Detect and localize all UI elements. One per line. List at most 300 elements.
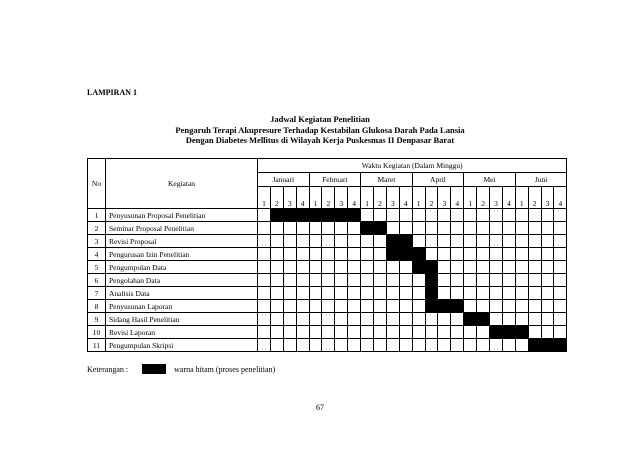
schedule-cell [296,261,309,274]
row-number: 2 [88,222,106,235]
week-header: 1 [258,187,271,209]
week-header: 1 [515,187,528,209]
schedule-cell [412,313,425,326]
schedule-cell [296,248,309,261]
schedule-cell [477,235,490,248]
schedule-cell [451,339,464,352]
schedule-cell [399,287,412,300]
schedule-cell [464,326,477,339]
schedule-cell [361,326,374,339]
schedule-cell [528,300,541,313]
schedule-cell-active [386,248,399,261]
schedule-cell [283,261,296,274]
schedule-cell [361,209,374,222]
row-number: 6 [88,274,106,287]
header-no: No [88,159,106,209]
schedule-cell [270,235,283,248]
schedule-cell [412,300,425,313]
month-header-januari: Januari [258,173,310,187]
week-header: 2 [425,187,438,209]
week-header: 2 [322,187,335,209]
schedule-cell [386,313,399,326]
schedule-cell-active [554,339,567,352]
schedule-cell-active [386,235,399,248]
schedule-cell [374,248,387,261]
legend-black-swatch [142,364,166,374]
schedule-cell [258,339,271,352]
schedule-cell [451,326,464,339]
month-header-maret: Maret [361,173,413,187]
schedule-cell [296,287,309,300]
schedule-cell [309,339,322,352]
document-subtitle-line-1: Pengaruh Terapi Akupresure Terhadap Kestabilan Glukosa Darah Pada Lansia [175,124,465,135]
schedule-cell-active [425,287,438,300]
legend-label: Keterangan : [87,364,129,374]
schedule-cell-active [425,300,438,313]
row-number: 3 [88,235,106,248]
schedule-cell-active [374,222,387,235]
schedule-cell [386,300,399,313]
schedule-cell-active [270,209,283,222]
schedule-cell [528,313,541,326]
schedule-cell [451,287,464,300]
row-number: 1 [88,209,106,222]
schedule-cell [425,339,438,352]
month-header-juni: Juni [515,173,567,187]
schedule-cell [335,300,348,313]
schedule-cell [477,209,490,222]
week-header: 4 [502,187,515,209]
month-header-februari: Februari [309,173,361,187]
document-title: Jadwal Kegiatan Penelitian [270,114,370,124]
schedule-cell [438,326,451,339]
week-header: 3 [541,187,554,209]
schedule-cell [348,339,361,352]
row-number: 4 [88,248,106,261]
week-header: 3 [335,187,348,209]
schedule-cell [348,313,361,326]
schedule-cell [283,274,296,287]
schedule-cell [296,274,309,287]
schedule-cell-active [528,339,541,352]
schedule-cell [438,209,451,222]
schedule-cell [386,326,399,339]
schedule-cell [464,222,477,235]
table-row [88,326,567,339]
schedule-cell [348,248,361,261]
schedule-cell [309,274,322,287]
schedule-cell-active [477,313,490,326]
schedule-cell [490,287,503,300]
schedule-table [87,158,567,352]
schedule-cell [348,222,361,235]
schedule-cell [554,261,567,274]
schedule-cell [348,326,361,339]
schedule-cell [270,274,283,287]
schedule-cell [554,287,567,300]
schedule-cell [438,287,451,300]
schedule-cell [361,287,374,300]
schedule-cell [438,339,451,352]
schedule-cell [541,313,554,326]
schedule-cell [528,261,541,274]
schedule-cell [438,235,451,248]
schedule-cell [374,209,387,222]
schedule-cell-active [438,300,451,313]
schedule-cell [322,287,335,300]
schedule-cell [335,326,348,339]
activity-name: Revisi Laporan [106,326,258,339]
schedule-cell [283,300,296,313]
schedule-cell [412,339,425,352]
schedule-cell-active [412,261,425,274]
schedule-cell [541,235,554,248]
schedule-cell [515,287,528,300]
schedule-cell [270,287,283,300]
schedule-cell [425,235,438,248]
schedule-cell [296,339,309,352]
schedule-cell [335,235,348,248]
schedule-cell [438,248,451,261]
activity-name: Sidang Hasil Penelitian [106,313,258,326]
schedule-cell [502,287,515,300]
schedule-cell [515,339,528,352]
schedule-cell [541,287,554,300]
table-row [88,209,567,222]
schedule-cell [348,261,361,274]
schedule-cell [296,222,309,235]
week-header: 1 [412,187,425,209]
schedule-cell [283,326,296,339]
schedule-cell [335,248,348,261]
schedule-cell-active [515,326,528,339]
schedule-cell [490,235,503,248]
week-header: 3 [283,187,296,209]
schedule-cell [270,248,283,261]
schedule-cell [502,222,515,235]
table-row [88,274,567,287]
week-header: 3 [386,187,399,209]
schedule-cell [412,274,425,287]
schedule-cell [541,261,554,274]
schedule-cell [258,326,271,339]
schedule-cell-active [502,326,515,339]
schedule-cell [464,339,477,352]
schedule-cell [554,326,567,339]
schedule-cell [309,313,322,326]
schedule-cell [554,222,567,235]
schedule-cell [361,313,374,326]
schedule-cell [322,261,335,274]
week-header: 1 [464,187,477,209]
schedule-cell [554,209,567,222]
schedule-cell [490,222,503,235]
schedule-cell [464,274,477,287]
schedule-cell-active [464,313,477,326]
schedule-cell [348,287,361,300]
schedule-cell [554,274,567,287]
schedule-cell [283,235,296,248]
schedule-cell [258,222,271,235]
schedule-cell [399,261,412,274]
schedule-cell [451,209,464,222]
schedule-cell [451,313,464,326]
schedule-cell [502,248,515,261]
document-title-block [0,114,640,146]
schedule-cell [283,248,296,261]
schedule-cell-active [335,209,348,222]
schedule-cell-active [283,209,296,222]
schedule-cell [490,300,503,313]
month-header-april: April [412,173,464,187]
activity-name: Revisi Proposal [106,235,258,248]
schedule-cell [412,287,425,300]
schedule-cell [348,300,361,313]
header-waktu: Waktu Kegiatan (Dalam Minggu) [258,159,567,173]
table-row [88,339,567,352]
activity-name: Pengumpulan Skripsi [106,339,258,352]
schedule-cell [386,287,399,300]
schedule-cell [464,235,477,248]
schedule-cell [270,339,283,352]
week-header: 4 [348,187,361,209]
schedule-cell [412,209,425,222]
schedule-cell [425,248,438,261]
activity-name: Penyusunan Proposal Penelitian [106,209,258,222]
row-number: 11 [88,339,106,352]
schedule-cell [490,261,503,274]
schedule-cell [386,274,399,287]
row-number: 5 [88,261,106,274]
schedule-cell [490,248,503,261]
schedule-cell [270,261,283,274]
schedule-cell [554,313,567,326]
schedule-cell [399,326,412,339]
activity-name: Pengolahan Data [106,274,258,287]
schedule-cell [361,261,374,274]
schedule-cell [425,313,438,326]
schedule-cell [541,209,554,222]
schedule-cell [335,274,348,287]
schedule-cell-active [399,235,412,248]
schedule-cell [477,222,490,235]
schedule-cell [438,222,451,235]
schedule-cell [258,274,271,287]
schedule-cell [309,300,322,313]
schedule-cell [425,326,438,339]
schedule-cell [502,209,515,222]
schedule-cell [374,274,387,287]
schedule-cell [335,287,348,300]
schedule-cell [451,235,464,248]
schedule-cell [296,326,309,339]
schedule-cell [412,235,425,248]
schedule-cell [528,209,541,222]
week-header: 2 [374,187,387,209]
schedule-cell [528,222,541,235]
schedule-cell [464,261,477,274]
schedule-cell-active [322,209,335,222]
schedule-cell [296,235,309,248]
schedule-cell [477,274,490,287]
schedule-cell [296,300,309,313]
schedule-cell [502,261,515,274]
schedule-cell [464,287,477,300]
row-number: 8 [88,300,106,313]
table-row [88,235,567,248]
schedule-cell [322,248,335,261]
schedule-cell [515,300,528,313]
schedule-cell [309,235,322,248]
schedule-cell [438,261,451,274]
activity-name: Penyusunan Laporan [106,300,258,313]
week-header: 3 [490,187,503,209]
schedule-cell [361,300,374,313]
schedule-cell [258,287,271,300]
schedule-cell [374,287,387,300]
schedule-cell [451,274,464,287]
schedule-cell [335,222,348,235]
schedule-cell [361,235,374,248]
schedule-cell [386,339,399,352]
schedule-cell [541,300,554,313]
schedule-cell [541,222,554,235]
schedule-cell [322,300,335,313]
schedule-cell [528,287,541,300]
schedule-cell [412,326,425,339]
schedule-cell-active [451,300,464,313]
schedule-cell [502,313,515,326]
schedule-cell [464,300,477,313]
row-number: 9 [88,313,106,326]
schedule-cell [258,261,271,274]
schedule-cell [490,274,503,287]
table-row [88,300,567,313]
schedule-cell [438,313,451,326]
schedule-cell [477,261,490,274]
schedule-cell [348,235,361,248]
schedule-cell [515,261,528,274]
month-header-mei: Mei [464,173,516,187]
schedule-cell [425,209,438,222]
schedule-cell [464,248,477,261]
schedule-cell [270,222,283,235]
schedule-cell [490,209,503,222]
schedule-cell [309,287,322,300]
schedule-cell [309,261,322,274]
schedule-cell [399,222,412,235]
schedule-cell-active [425,274,438,287]
schedule-cell [258,313,271,326]
schedule-cell-active [296,209,309,222]
schedule-cell [399,209,412,222]
schedule-cell [283,313,296,326]
schedule-cell [490,313,503,326]
schedule-cell [348,274,361,287]
schedule-cell [283,287,296,300]
schedule-cell [477,287,490,300]
schedule-cell [515,209,528,222]
schedule-cell [258,300,271,313]
schedule-cell [502,274,515,287]
schedule-cell [270,313,283,326]
schedule-cell [451,248,464,261]
schedule-cell [515,222,528,235]
schedule-cell [528,326,541,339]
schedule-cell [283,222,296,235]
schedule-cell [374,313,387,326]
schedule-cell [464,209,477,222]
week-header: 1 [361,187,374,209]
week-header: 2 [477,187,490,209]
activity-name: Pengurusan Izin Penelitian [106,248,258,261]
schedule-cell [258,235,271,248]
schedule-cell-active [490,326,503,339]
schedule-cell [309,222,322,235]
activity-name: Analisis Data [106,287,258,300]
table-row [88,248,567,261]
schedule-cell [283,339,296,352]
schedule-cell [335,261,348,274]
schedule-cell [541,274,554,287]
schedule-cell [399,274,412,287]
schedule-cell [386,209,399,222]
schedule-cell [296,313,309,326]
week-header: 2 [528,187,541,209]
table-row [88,313,567,326]
schedule-cell [386,261,399,274]
schedule-cell [322,222,335,235]
schedule-cell [258,248,271,261]
schedule-cell [258,209,271,222]
week-header: 4 [399,187,412,209]
week-header: 3 [438,187,451,209]
week-header: 4 [554,187,567,209]
schedule-cell-active [425,261,438,274]
schedule-cell [541,248,554,261]
schedule-cell [412,222,425,235]
header-row-main [88,159,567,173]
schedule-cell [361,274,374,287]
schedule-cell [386,222,399,235]
schedule-cell-active [541,339,554,352]
activity-name: Pengumpulan Data [106,261,258,274]
schedule-cell [554,300,567,313]
schedule-cell [477,326,490,339]
legend-description: warna hitam (proses penelitian) [174,364,276,374]
schedule-cell [451,222,464,235]
schedule-cell [515,313,528,326]
schedule-cell [515,248,528,261]
appendix-label: LAMPIRAN 1 [87,88,137,97]
schedule-cell [322,235,335,248]
schedule-cell [477,300,490,313]
schedule-cell [361,248,374,261]
week-header: 2 [270,187,283,209]
schedule-cell-active [361,222,374,235]
schedule-cell [502,235,515,248]
schedule-cell [270,300,283,313]
schedule-cell [554,235,567,248]
schedule-cell-active [348,209,361,222]
legend [87,364,275,374]
schedule-cell [322,339,335,352]
schedule-cell [374,261,387,274]
schedule-cell-active [412,248,425,261]
page-number: 67 [316,403,324,412]
schedule-cell [528,235,541,248]
row-number: 10 [88,326,106,339]
